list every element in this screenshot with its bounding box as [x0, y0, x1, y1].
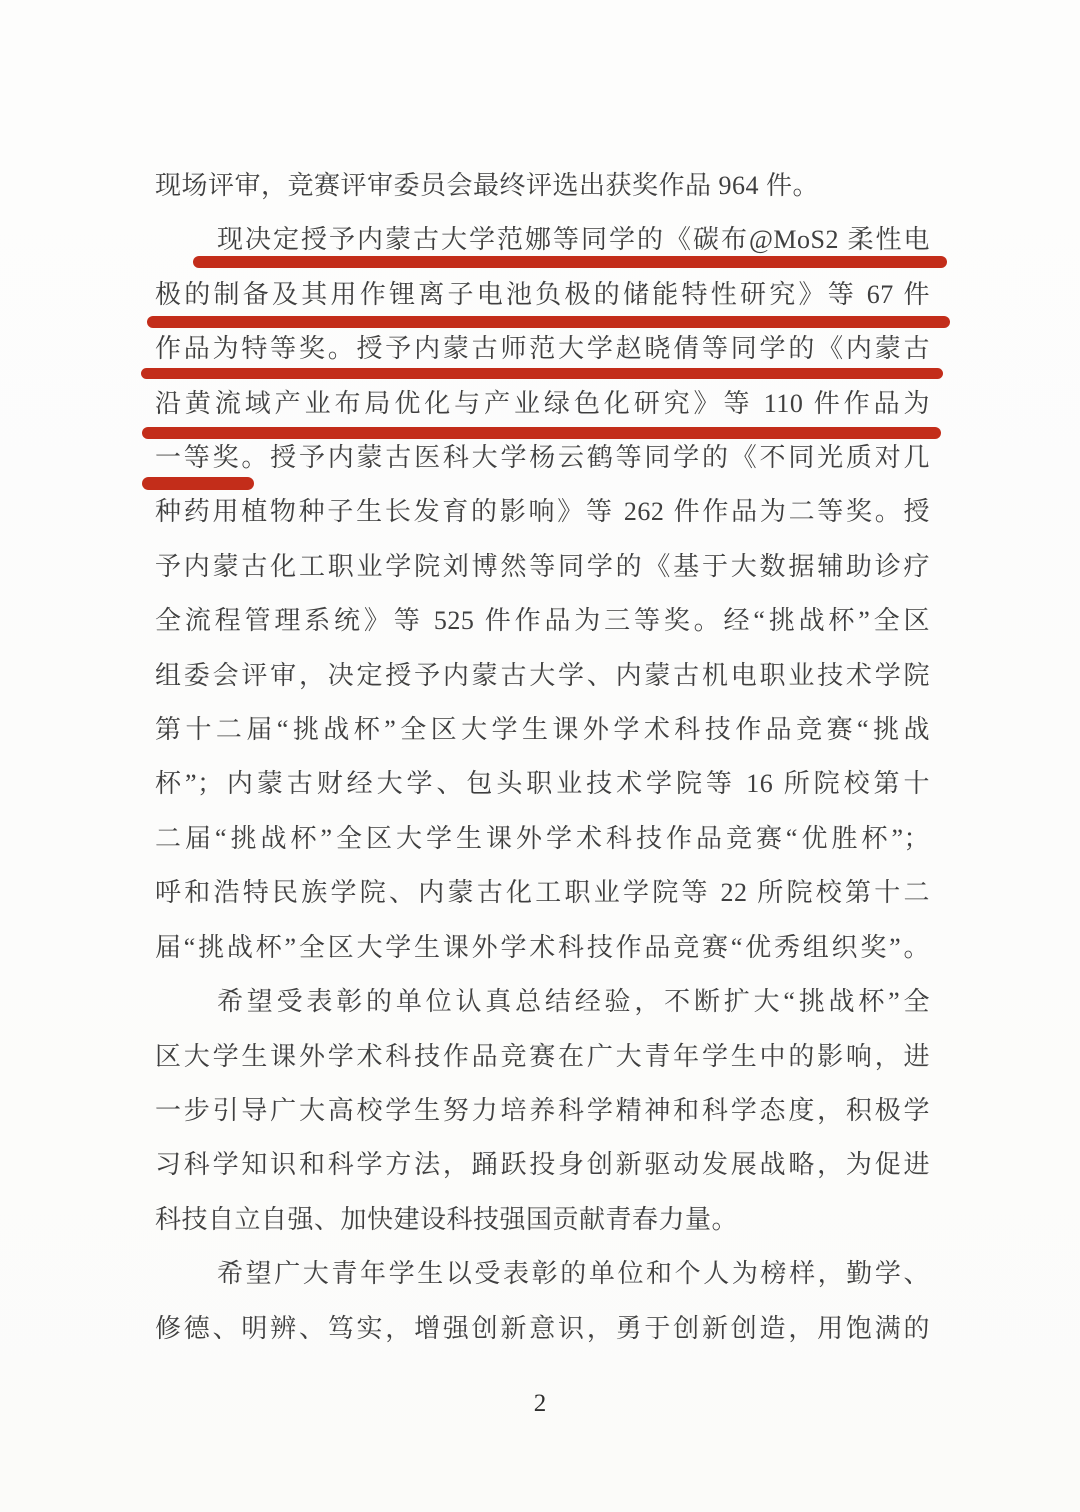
text-line: 修德、明辨、笃实，增强创新意识，勇于创新创造，用饱满的: [155, 1313, 930, 1343]
text-line: 希望广大青年学生以受表彰的单位和个人为榜样，勤学、: [217, 1259, 930, 1289]
text-line: 二届“挑战杯”全区大学生课外学术科技作品竞赛“优胜杯”；: [155, 823, 930, 853]
text-line: 区大学生课外学术科技作品竞赛在广大青年学生中的影响，进: [155, 1041, 930, 1071]
red-underline-mark: [141, 368, 943, 379]
text-line: 呼和浩特民族学院、内蒙古化工职业学院等 22 所院校第十二: [155, 878, 930, 908]
page-number: 2: [533, 1390, 547, 1417]
text-line: 习科学知识和科学方法，踊跃投身创新驱动发展战略，为促进: [155, 1150, 930, 1180]
red-underline-mark: [142, 427, 941, 439]
text-line: 组委会评审，决定授予内蒙古大学、内蒙古机电职业技术学院: [155, 660, 930, 690]
red-underline-mark: [142, 477, 254, 490]
document-body: [155, 159, 930, 1356]
text-line: 全流程管理系统》等 525 件作品为三等奖。经“挑战杯”全区: [155, 606, 930, 636]
text-line: 作品为特等奖。授予内蒙古师范大学赵晓倩等同学的《内蒙古: [155, 334, 930, 364]
text-line: 届“挑战杯”全区大学生课外学术科技作品竞赛“优秀组织奖”。: [155, 932, 930, 962]
text-line: 沿黄流域产业布局优化与产业绿色化研究》等 110 件作品为: [155, 388, 930, 418]
text-line: 一等奖。授予内蒙古医科大学杨云鹤等同学的《不同光质对几: [155, 443, 930, 473]
red-underline-mark: [147, 316, 950, 328]
text-line: 希望受表彰的单位认真总结经验，不断扩大“挑战杯”全: [217, 987, 930, 1017]
text-line: 予内蒙古化工职业学院刘博然等同学的《基于大数据辅助诊疗: [155, 551, 930, 581]
red-underline-mark: [193, 256, 947, 268]
text-line: 第十二届“挑战杯”全区大学生课外学术科技作品竞赛“挑战: [155, 715, 930, 745]
text-line: 杯”；内蒙古财经大学、包头职业技术学院等 16 所院校第十: [155, 769, 930, 799]
text-line: 极的制备及其用作锂离子电池负极的储能特性研究》等 67 件: [155, 279, 930, 309]
text-line: 种药用植物种子生长发育的影响》等 262 件作品为二等奖。授: [155, 497, 930, 527]
text-line: 科技自立自强、加快建设科技强国贡献青春力量。: [155, 1204, 739, 1234]
text-line: 现决定授予内蒙古大学范娜等同学的《碳布@MoS2 柔性电: [217, 225, 930, 255]
text-line: 一步引导广大高校学生努力培养科学精神和科学态度，积极学: [155, 1095, 930, 1125]
text-line: 现场评审，竞赛评审委员会最终评选出获奖作品 964 件。: [155, 171, 820, 200]
